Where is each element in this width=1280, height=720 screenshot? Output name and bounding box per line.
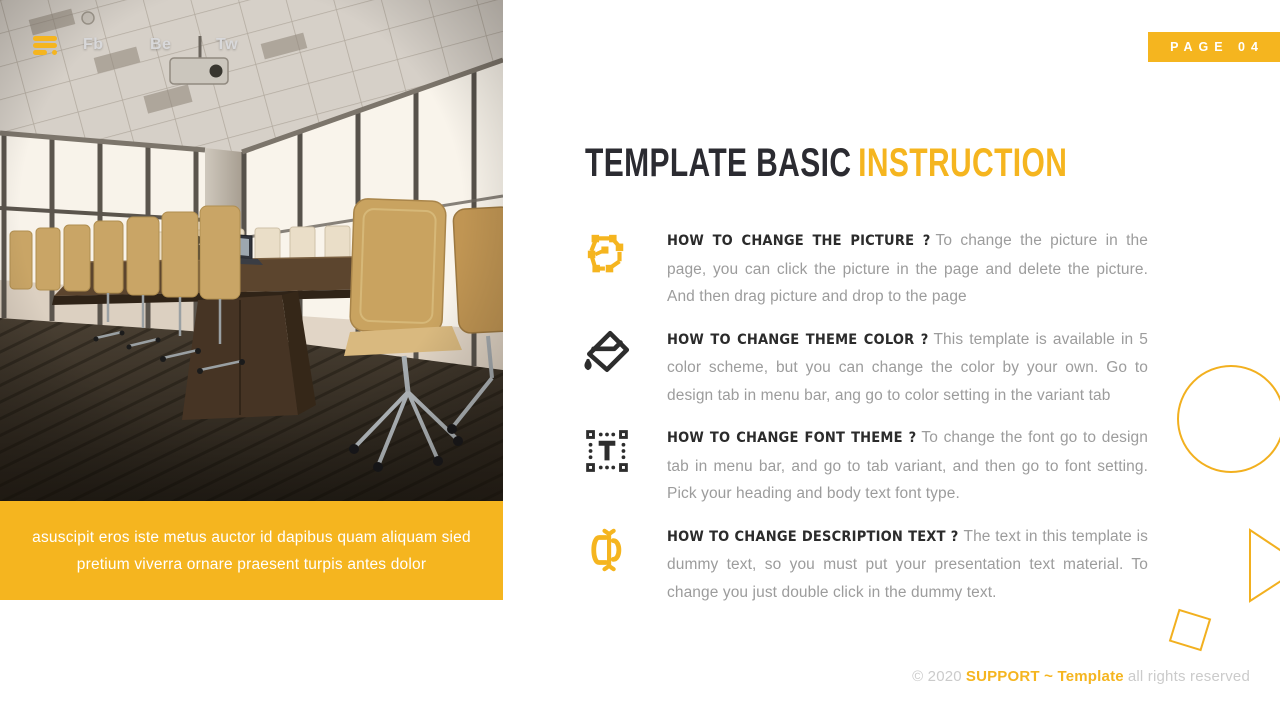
- hamburger-menu-icon[interactable]: [33, 36, 61, 58]
- paint-bucket-icon: [582, 328, 632, 378]
- circle-outline-decoration: [1177, 365, 1280, 473]
- instruction-list: [582, 227, 1148, 621]
- instruction-heading: HOW TO CHANGE DESCRIPTION TEXT ?: [667, 528, 959, 545]
- instruction-item-color: [582, 326, 1148, 410]
- font-selection-icon: [582, 426, 632, 476]
- conference-room-illustration: [0, 0, 503, 501]
- instruction-heading: HOW TO CHANGE THE PICTURE ?: [667, 233, 931, 249]
- footer-brand: SUPPORT ~ Template: [965, 668, 1124, 685]
- triangle-outline-decoration: [1244, 522, 1280, 608]
- page-title-main: TEMPLATE BASIC: [585, 141, 852, 185]
- text-cursor-icon: [582, 525, 632, 575]
- instruction-item-picture: [582, 227, 1148, 311]
- page-title: [585, 141, 1067, 186]
- diamond-outline-decoration: [1169, 609, 1211, 651]
- social-link-behance[interactable]: Be: [150, 36, 172, 53]
- social-link-twitter[interactable]: Tw: [216, 36, 239, 53]
- vector-nodes-icon: [582, 229, 632, 279]
- instruction-body: To change the font go to design tab in menu bar, and go to tab variant, and then go to font setting. Pick your heading and body text font type.: [667, 429, 1148, 502]
- social-link-facebook[interactable]: Fb: [83, 36, 104, 53]
- page-number-badge: PAGE 04: [1148, 32, 1280, 62]
- instruction-body: This template is available in 5 color scheme, but you can change the color by your own. Go to design tab in menu bar, ang go to color setting in the variant tab: [667, 330, 1148, 404]
- photo-caption-text: asuscipit eros iste metus auctor id dapibus quam aliquam sied pretium viverra ornare praesent turpis antes dolor: [32, 528, 471, 573]
- conference-room-photo: [0, 0, 503, 501]
- photo-caption-box: [0, 501, 503, 600]
- instruction-body: To change the picture in the page, you can click the picture in the page and delete the picture. And then drag picture and drop to the page: [667, 232, 1148, 305]
- footer-copyright: [912, 668, 1250, 685]
- photo-topbar: [0, 0, 503, 70]
- instruction-heading: HOW TO CHANGE FONT THEME ?: [667, 430, 917, 446]
- footer-prefix: © 2020: [912, 668, 962, 685]
- instruction-body: The text in this template is dummy text, so you must put your presentation text material. To change you just double click in the dummy text.: [667, 527, 1148, 601]
- instruction-heading: HOW TO CHANGE THEME COLOR ?: [667, 331, 929, 348]
- instruction-item-text: [582, 523, 1148, 607]
- page-title-highlight: INSTRUCTION: [858, 141, 1068, 185]
- instruction-item-font: [582, 424, 1148, 508]
- footer-suffix: all rights reserved: [1127, 668, 1250, 685]
